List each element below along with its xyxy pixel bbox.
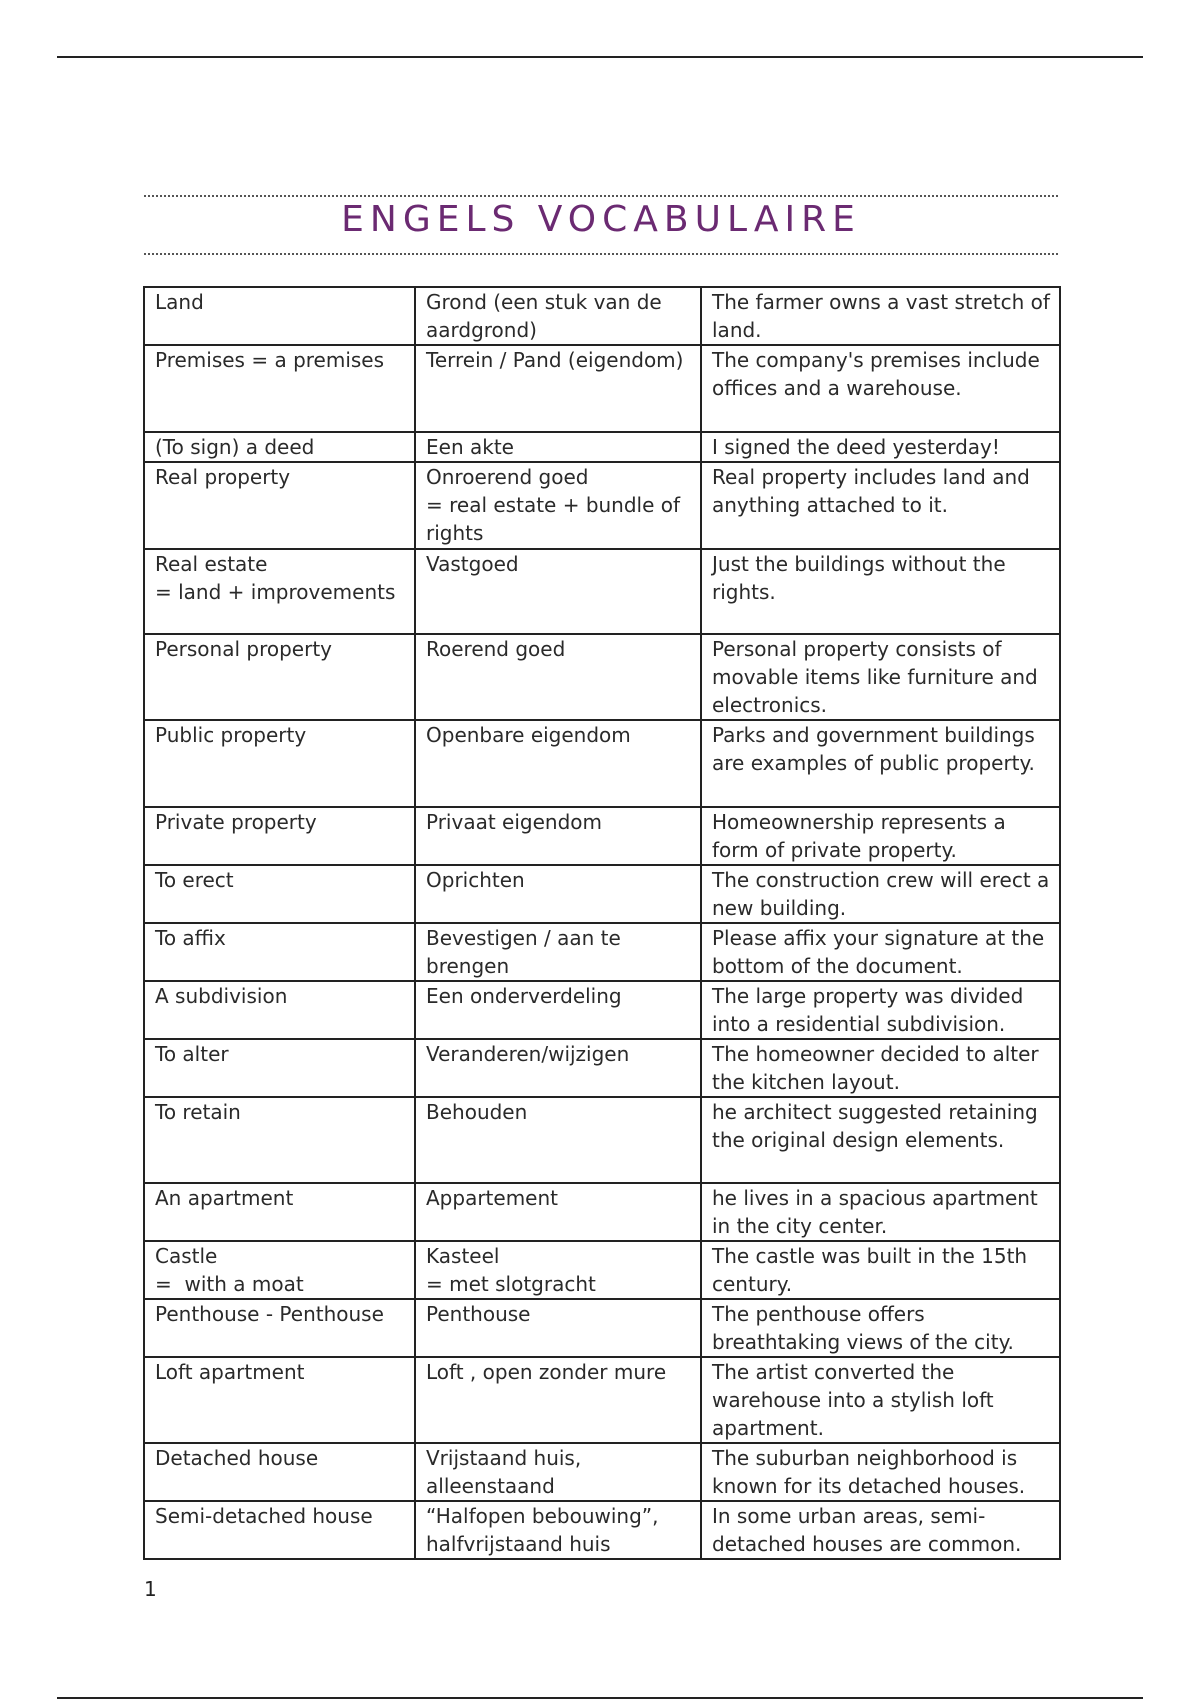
translation-cell: Grond (een stuk van de aardgrond) xyxy=(415,287,701,345)
table-row xyxy=(144,1039,1060,1097)
translation-cell: Onroerend goed = real estate + bundle of rights xyxy=(415,462,701,549)
translation-cell: Vrijstaand huis, alleenstaand xyxy=(415,1443,701,1501)
header-rule xyxy=(57,56,1143,58)
example-cell: The penthouse offers breathtaking views of the city. xyxy=(701,1299,1060,1357)
translation-cell: Bevestigen / aan te brengen xyxy=(415,923,701,981)
vocabulary-table xyxy=(143,286,1061,1560)
example-cell: The castle was built in the 15th century. xyxy=(701,1241,1060,1299)
table-row xyxy=(144,462,1060,549)
example-cell: he lives in a spacious apartment in the city center. xyxy=(701,1183,1060,1241)
translation-cell: Kasteel = met slotgracht xyxy=(415,1241,701,1299)
table-row xyxy=(144,1299,1060,1357)
table-row xyxy=(144,1183,1060,1241)
translation-cell: Vastgoed xyxy=(415,549,701,634)
table-row xyxy=(144,432,1060,462)
example-cell: Personal property consists of movable items like furniture and electronics. xyxy=(701,634,1060,720)
translation-cell: Openbare eigendom xyxy=(415,720,701,807)
term-cell: Personal property xyxy=(144,634,415,720)
translation-cell: Een akte xyxy=(415,432,701,462)
translation-cell: Loft , open zonder mure xyxy=(415,1357,701,1443)
example-cell: he architect suggested retaining the original design elements. xyxy=(701,1097,1060,1183)
example-cell: The farmer owns a vast stretch of land. xyxy=(701,287,1060,345)
term-cell: Castle = with a moat xyxy=(144,1241,415,1299)
example-cell: I signed the deed yesterday! xyxy=(701,432,1060,462)
example-cell: The artist converted the warehouse into a stylish loft apartment. xyxy=(701,1357,1060,1443)
table-row xyxy=(144,634,1060,720)
term-cell: Real estate = land + improvements xyxy=(144,549,415,634)
table-row xyxy=(144,1357,1060,1443)
translation-cell: Terrein / Pand (eigendom) xyxy=(415,345,701,432)
term-cell: Penthouse - Penthouse xyxy=(144,1299,415,1357)
term-cell: An apartment xyxy=(144,1183,415,1241)
translation-cell: Penthouse xyxy=(415,1299,701,1357)
vocabulary-table-body xyxy=(144,287,1060,1559)
table-row xyxy=(144,345,1060,432)
table-row xyxy=(144,287,1060,345)
example-cell: The construction crew will erect a new building. xyxy=(701,865,1060,923)
example-cell: The homeowner decided to alter the kitchen layout. xyxy=(701,1039,1060,1097)
term-cell: Semi-detached house xyxy=(144,1501,415,1559)
table-row xyxy=(144,549,1060,634)
translation-cell: Behouden xyxy=(415,1097,701,1183)
page-number: 1 xyxy=(144,1577,157,1601)
translation-cell: Oprichten xyxy=(415,865,701,923)
term-cell: Public property xyxy=(144,720,415,807)
term-cell: To affix xyxy=(144,923,415,981)
translation-cell: Veranderen/wijzigen xyxy=(415,1039,701,1097)
term-cell: Real property xyxy=(144,462,415,549)
example-cell: Please affix your signature at the bottom of the document. xyxy=(701,923,1060,981)
translation-cell: Roerend goed xyxy=(415,634,701,720)
term-cell: To erect xyxy=(144,865,415,923)
term-cell: Loft apartment xyxy=(144,1357,415,1443)
table-row xyxy=(144,981,1060,1039)
example-cell: In some urban areas, semi-detached houses are common. xyxy=(701,1501,1060,1559)
example-cell: The suburban neighborhood is known for its detached houses. xyxy=(701,1443,1060,1501)
example-cell: Homeownership represents a form of private property. xyxy=(701,807,1060,865)
term-cell: To retain xyxy=(144,1097,415,1183)
term-cell: A subdivision xyxy=(144,981,415,1039)
page-title: ENGELS VOCABULAIRE xyxy=(341,199,861,240)
translation-cell: Een onderverdeling xyxy=(415,981,701,1039)
example-cell: Just the buildings without the rights. xyxy=(701,549,1060,634)
title-block xyxy=(144,195,1058,255)
footer-rule xyxy=(57,1697,1143,1699)
term-cell: Detached house xyxy=(144,1443,415,1501)
example-cell: Parks and government buildings are examples of public property. xyxy=(701,720,1060,807)
table-row xyxy=(144,720,1060,807)
term-cell: Premises = a premises xyxy=(144,345,415,432)
term-cell: (To sign) a deed xyxy=(144,432,415,462)
table-row xyxy=(144,865,1060,923)
table-row xyxy=(144,807,1060,865)
example-cell: The company's premises include offices and a warehouse. xyxy=(701,345,1060,432)
table-row xyxy=(144,923,1060,981)
term-cell: Land xyxy=(144,287,415,345)
table-row xyxy=(144,1443,1060,1501)
example-cell: Real property includes land and anything attached to it. xyxy=(701,462,1060,549)
term-cell: Private property xyxy=(144,807,415,865)
translation-cell: Appartement xyxy=(415,1183,701,1241)
table-row xyxy=(144,1241,1060,1299)
translation-cell: “Halfopen bebouwing”, halfvrijstaand huis xyxy=(415,1501,701,1559)
table-row xyxy=(144,1501,1060,1559)
example-cell: The large property was divided into a residential subdivision. xyxy=(701,981,1060,1039)
translation-cell: Privaat eigendom xyxy=(415,807,701,865)
table-row xyxy=(144,1097,1060,1183)
term-cell: To alter xyxy=(144,1039,415,1097)
